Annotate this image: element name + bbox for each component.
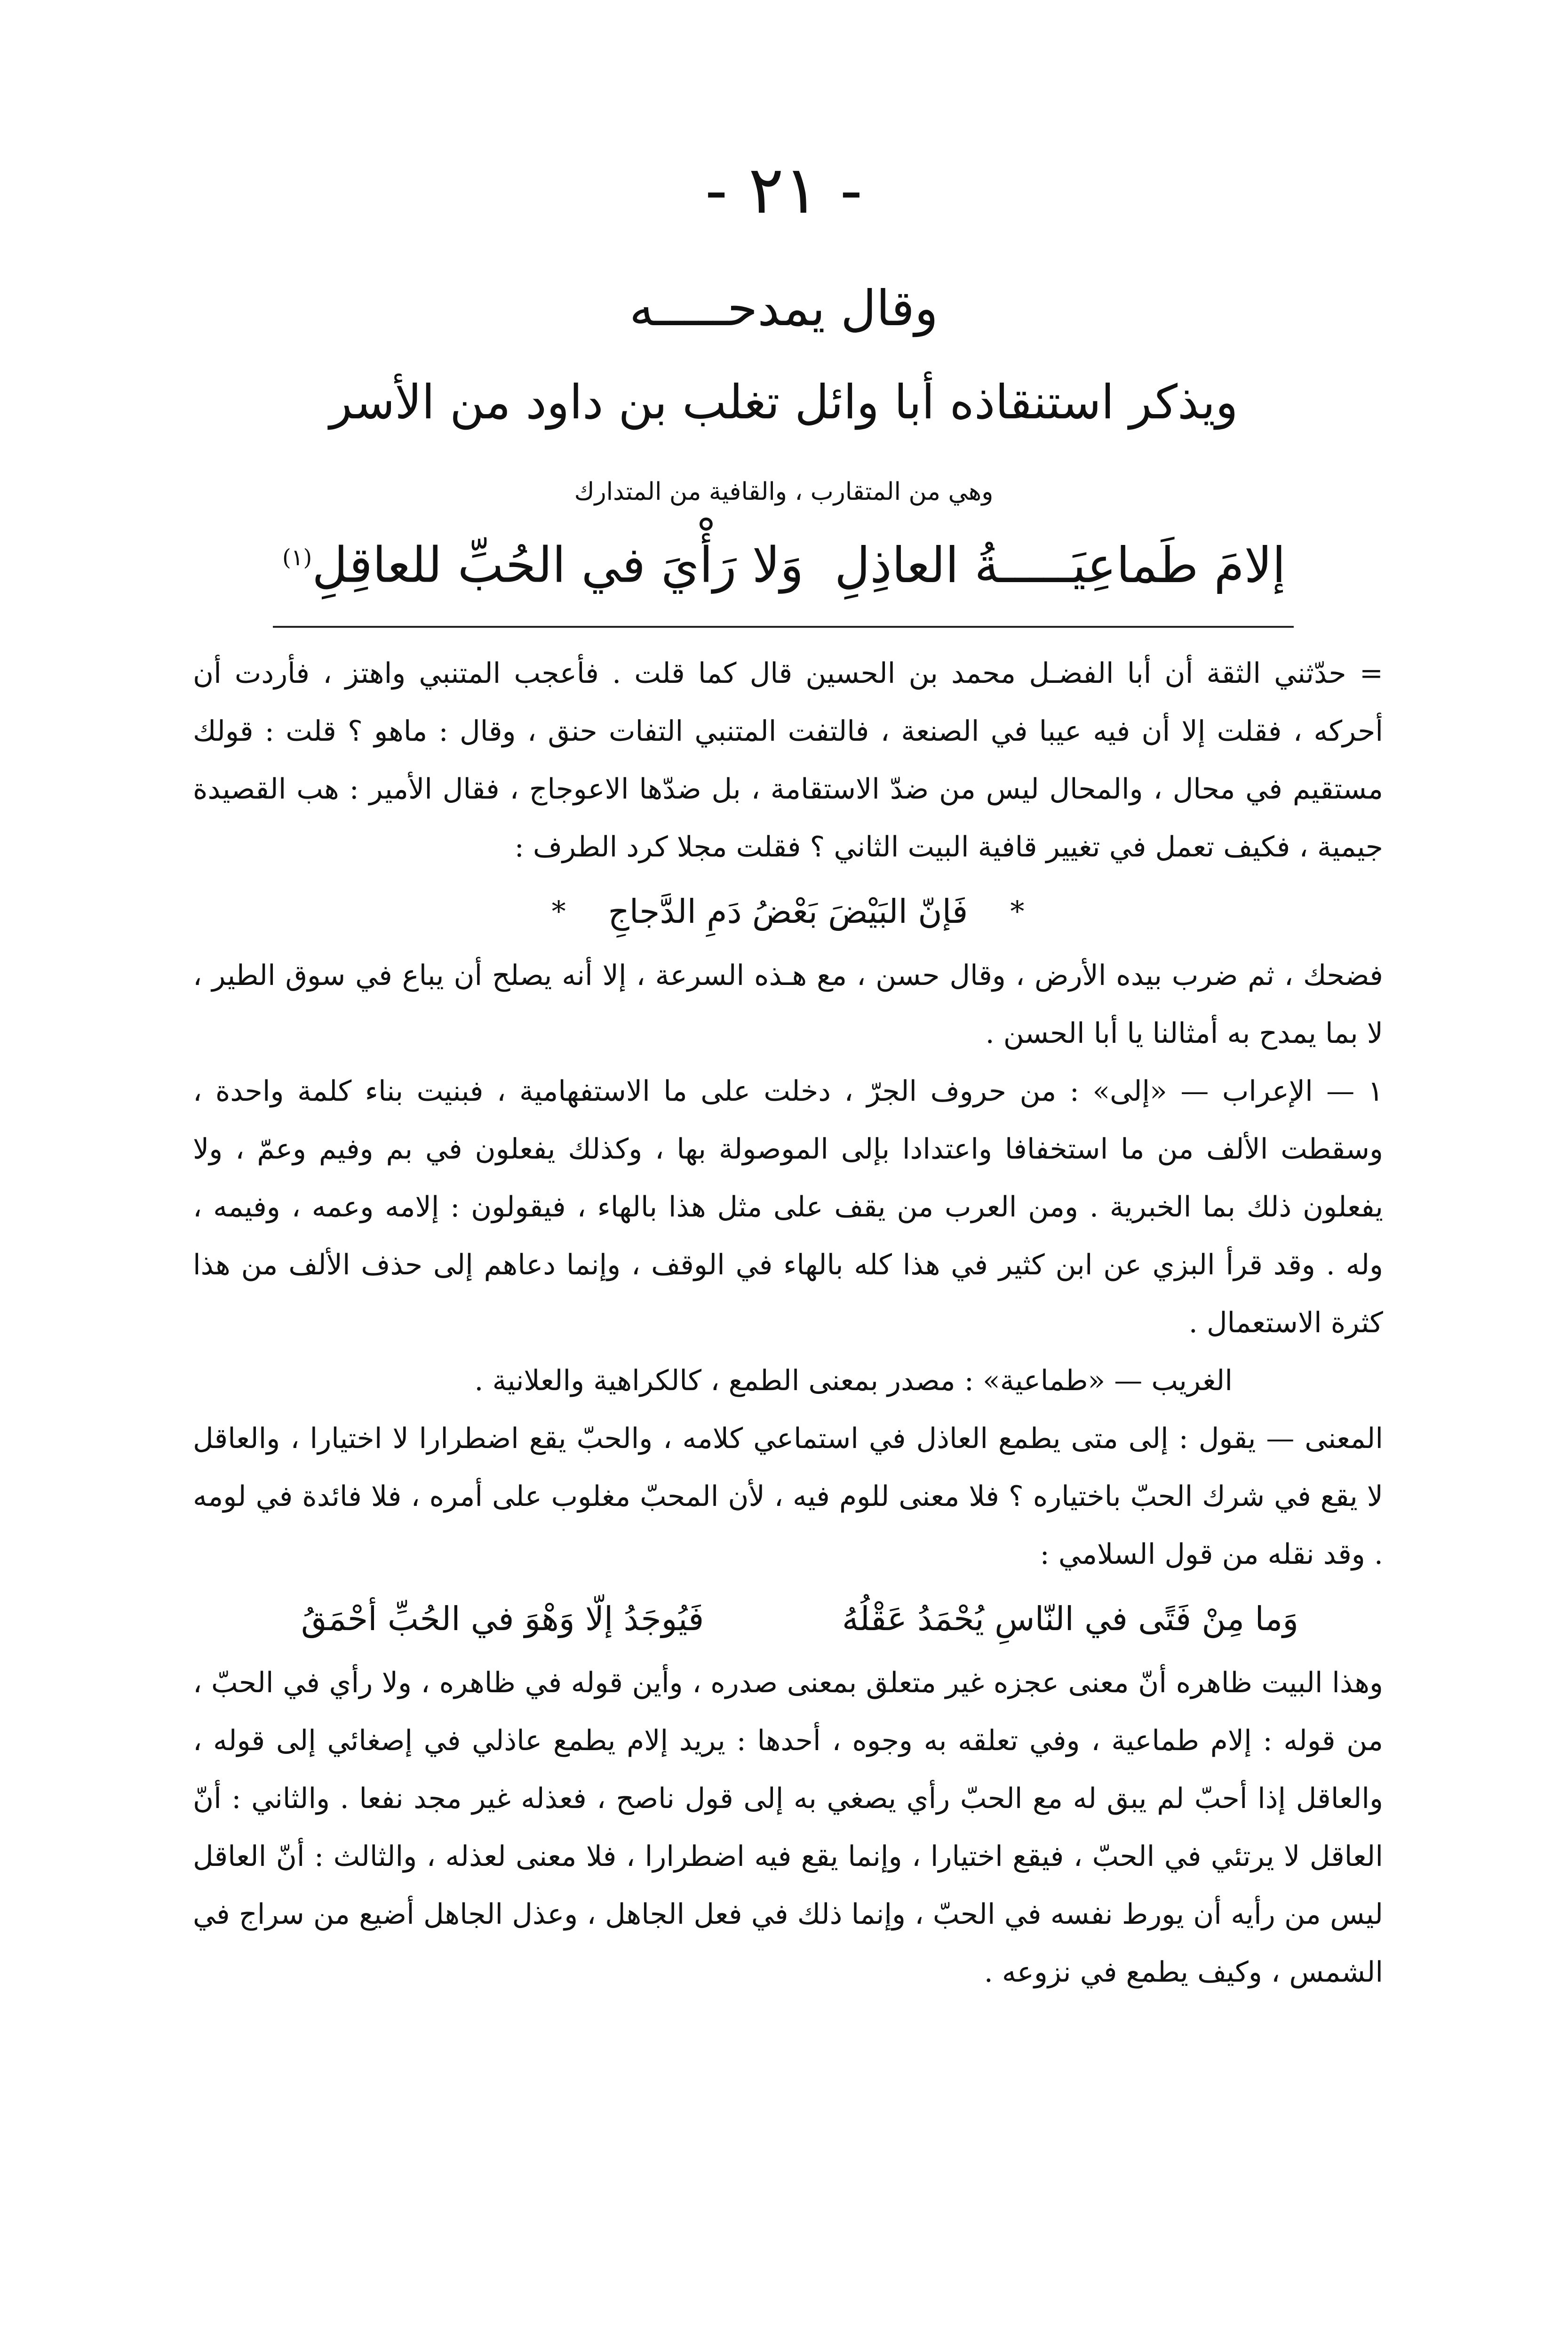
cited-verse-hemistich-1: وَما مِنْ فَتًى في النّاسِ يُحْمَدُ عَقْلُهُ [842,1600,1298,1638]
poem-title: وقال يمدحـــــه [629,280,939,337]
footnote-marker: (١) [282,544,312,571]
main-verse-hemistich-1-text: إلامَ طَماعِيَـــــةُ العاذِلِ [834,536,1286,594]
main-verse-hemistich-1 [835,530,1286,600]
cited-verse-hemistich-2: فَيُوجَدُ إلّا وَهْوَ في الحُبِّ أحْمَقُ [301,1600,704,1638]
main-verse-hemistich-2 [282,522,804,600]
footnote-gharib: الغريب — «طماعية» : مصدر بمعنى الطمع ، كالكراهية والعلانية . [474,1364,1233,1397]
quoted-verse [193,876,1383,947]
main-verse-hemistich-2-text: وَلا رَأْيَ في الحُبِّ للعاقِلِ [312,536,804,594]
footnote-divider [273,626,1294,628]
quoted-hemistich: فَإنّ البَيْضَ بَعْضُ دَمِ الدَّجاجِ [608,892,968,931]
star-ornament-right: * [551,895,566,928]
commentary-body [193,645,1383,2001]
footnote-ma3na: المعنى — يقول : إلى متى يطمع العاذل في استماعي كلامه ، والحبّ يقع اضطرارا لا اختيارا ، والعاقل لا يقع في شرك الحبّ باختياره ؟ فلا معنى للوم فيه ، لأن المحبّ مغلوب على أمره ، فلا فائدة في لومه . وقد نقله من قول السلامي : [193,1422,1383,1571]
story-paragraph-1: = حدّثني الثقة أن أبا الفضـل محمد بن الحسين قال كما قلت . فأعجب المتنبي واهتز ، فأردت أن أحركه ، فقلت إلا أن فيه عيبا في الصنعة ، فالتفت المتنبي التفات حنق ، وقال : ماهو ؟ قلت : قولك مستقيم في محال ، والمحال ليس من ضدّ الاستقامة ، بل ضدّها الاعوجاج ، فقال الأمير : هب القصيدة جيمية ، فكيف تعمل في تغيير قافية البيت الثاني ؟ فقلت مجلا كرد الطرف : [193,657,1384,864]
footnote-closing: وهذا البيت ظاهره أنّ معنى عجزه غير متعلق بمعنى صدره ، وأين قوله في ظاهره ، ولا رأي في الحبّ ، من قوله : إلام طماعية ، وفي تعلقه به وجوه ، أحدها : يريد إلام يطمع عاذلي في إصغائي إلى قوله ، والعاقل إذا أحبّ لم يبق له مع الحبّ رأي يصغي به إلى قول ناصح ، فعذله غير مجد نفعا . والثاني : أنّ العاقل لا يرتئي في الحبّ ، فيقع اختيارا ، وإنما يقع فيه اضطرارا ، فلا معنى لعذله ، والثالث : أنّ العاقل ليس من رأيه أن يورط نفسه في الحبّ ، وإنما ذلك في فعل الجاهل ، وعذل الجاهل أضيع من سراج في الشمس ، وكيف يطمع في نزوعه . [193,1666,1383,1989]
footnote-i3rab: ١ — الإعراب — «إلى» : من حروف الجرّ ، دخلت على ما الاستفهامية ، فبنيت بناء كلمة واحدة ، وسقطت الألف من ما استخفافا واعتدادا بإلى الموصولة بها ، وكذلك يفعلون في بم وفيم وعمّ ، ولا يفعلون ذلك بما الخبرية . ومن العرب من يقف على مثل هذا بالهاء ، فيقولون : إلامه وعمه ، وفيمه ، وله . وقد قرأ البزي عن ابن كثير في هذا كله بالهاء في الوقف ، وإنما دعاهم إلى حذف الألف من هذا كثرة الاستعمال . [193,1075,1383,1339]
cited-verse [193,1584,1383,1654]
poem-subtitle: ويذكر استنقاذه أبا وائل تغلب بن داود من الأسر [329,375,1238,430]
meter-note: وهي من المتقارب ، والقافية من المتدارك [574,478,994,506]
page-number: - ٢١ - [705,152,862,229]
star-ornament-left: * [1010,895,1025,928]
main-verse [282,522,1286,600]
story-paragraph-2: فضحك ، ثم ضرب بيده الأرض ، وقال حسن ، مع هـذه السرعة ، إلا أنه يصلح أن يباع في سوق الطير ، لا بما يمدح به أمثالنا يا أبا الحسن . [193,959,1383,1050]
